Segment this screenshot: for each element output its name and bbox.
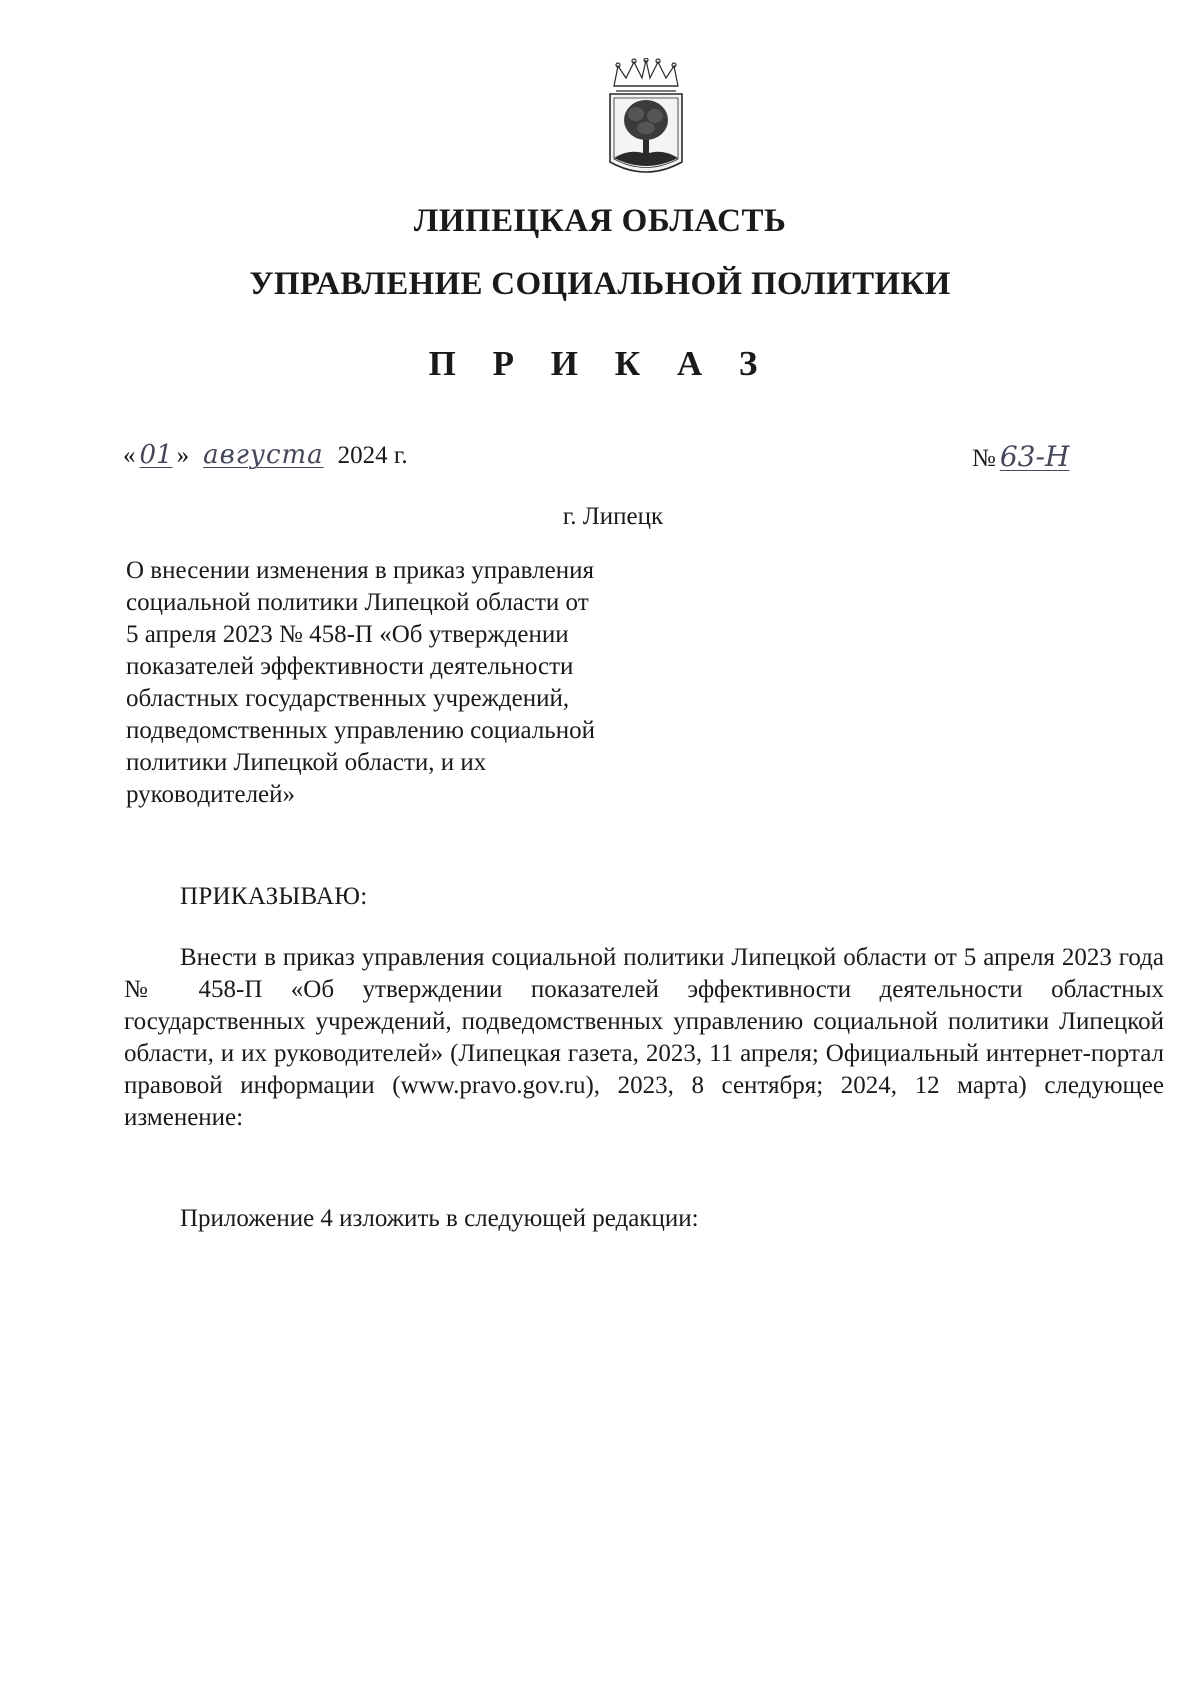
date-day: 01 xyxy=(139,440,173,470)
document-type-title: П Р И К А З xyxy=(428,344,772,383)
document-subject: О внесении изменения в приказ управления социальной политики Липецкой области от 5 апреля 2023 № 458-П «Об утверждении показателей эффективности деятельности областных государственных учреждений, подведомственных управлению социальной политики Липецкой области, и их руководителей» xyxy=(126,557,595,808)
number-prefix: № xyxy=(972,445,996,472)
document-date xyxy=(123,440,408,470)
number-value: 63-Н xyxy=(999,440,1070,473)
appendix-line: Приложение 4 изложить в следующей редакции: xyxy=(180,1205,699,1232)
date-close-quote: » xyxy=(176,442,190,469)
date-year: 2024 г. xyxy=(337,442,408,469)
city: г. Липецк xyxy=(562,503,664,530)
document-number xyxy=(972,440,1069,473)
date-open-quote: « xyxy=(123,442,136,469)
date-month: августа xyxy=(203,440,324,470)
region-title: ЛИПЕЦКАЯ ОБЛАСТЬ xyxy=(413,203,787,239)
decree-word: ПРИКАЗЫВАЮ: xyxy=(180,883,368,910)
coat-of-arms-icon xyxy=(600,58,692,178)
department-title: УПРАВЛЕНИЕ СОЦИАЛЬНОЙ ПОЛИТИКИ xyxy=(249,266,951,302)
body-paragraph: Внести в приказ управления социальной политики Липецкой области от 5 апреля 2023 года № 458-П «Об утверждении показателей эффективности деятельности областных государственных учреждений, подведомственных управлению социальной политики Липецкой области, и их руководителей» (Липецкая газета, 2023, 11 апреля; Официальный интернет-портал правовой информации (www.pravo.gov.ru), 2023, 8 сентября; 2024, 12 марта) следующее изменение: xyxy=(124,944,1164,1131)
